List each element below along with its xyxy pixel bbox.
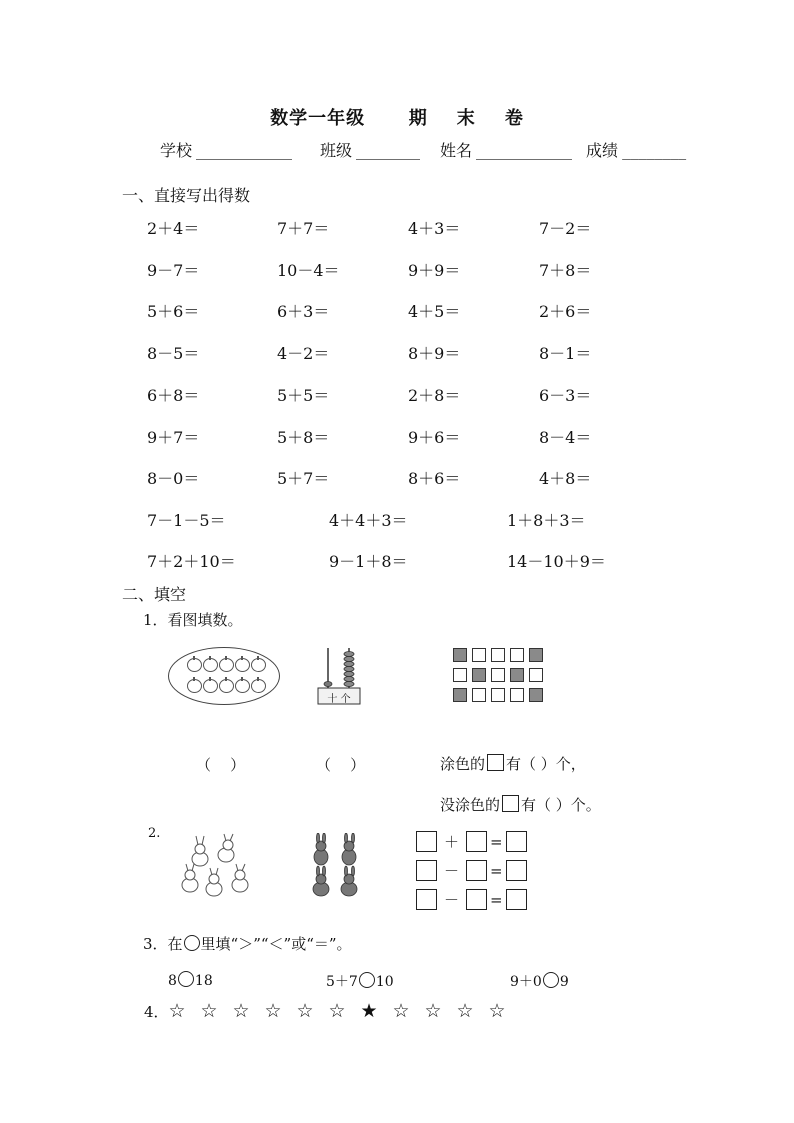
page-title: 数学一年级 期 末 卷 (270, 108, 524, 129)
question-1-label: 1．看图填数。 (143, 611, 243, 629)
problem-4-0[interactable]: 6＋8＝ (147, 385, 200, 405)
field-0[interactable]: 学校 (160, 141, 193, 160)
field-blank-2[interactable]: ____________ (476, 141, 573, 160)
question-4-stars (144, 1000, 521, 1022)
problem-1-2[interactable]: 9＋9＝ (408, 260, 461, 280)
shaded-square (453, 688, 467, 702)
problem-5-0[interactable]: 9＋7＝ (147, 427, 200, 447)
equation-row-0 (416, 831, 527, 852)
apple-icon (187, 658, 202, 672)
student-info-line (160, 138, 690, 161)
unshaded-count-line (440, 794, 601, 815)
answer-box[interactable] (506, 831, 527, 852)
problem-3-3[interactable]: 8－1＝ (539, 344, 592, 364)
star-icon: ☆ (200, 1000, 218, 1022)
problem3-1-0[interactable]: 7＋2＋10＝ (147, 552, 236, 571)
problem-1-0[interactable]: 9－7＝ (147, 260, 200, 280)
problem-3-1[interactable]: 4－2＝ (277, 344, 330, 364)
problem-0-0[interactable]: 2＋4＝ (147, 219, 200, 238)
equation-row-1 (416, 860, 527, 881)
apple-icon (203, 658, 218, 672)
problem-2-1[interactable]: 6＋3＝ (277, 302, 330, 322)
problem-1-1[interactable]: 10－4＝ (277, 260, 340, 280)
white-rabbits-image (178, 833, 260, 903)
field-blank-3[interactable]: ________ (622, 141, 687, 160)
apple-icon (219, 679, 234, 693)
star-icon: ☆ (456, 1000, 474, 1022)
answer-paren-apples[interactable]: （ ） (196, 756, 246, 774)
star-icon: ☆ (264, 1000, 282, 1022)
star-icon: ☆ (392, 1000, 410, 1022)
question-4-label: 4． (144, 1003, 169, 1021)
unshaded-square (472, 688, 486, 702)
abacus-bead (344, 672, 354, 677)
apple-icon (251, 658, 266, 672)
compare-left: 5＋7 (326, 974, 358, 990)
square-symbol (502, 795, 519, 812)
shaded-answer[interactable]: 有（ ）个， (506, 755, 586, 773)
equals-sign: = (490, 832, 503, 851)
problem-5-1[interactable]: 5＋8＝ (277, 427, 330, 447)
abacus-bead (344, 682, 354, 687)
q3-prefix: 3．在 (143, 935, 183, 953)
problem-0-2[interactable]: 4＋3＝ (408, 219, 461, 238)
problem-1-3[interactable]: 7＋8＝ (539, 260, 592, 280)
problem3-0-0[interactable]: 7－1－5＝ (147, 511, 226, 530)
filled-star-icon: ★ (360, 1000, 378, 1022)
comparison-2 (510, 971, 569, 991)
compare-left: 8 (168, 973, 177, 989)
unshaded-square (491, 688, 505, 702)
answer-box[interactable] (506, 889, 527, 910)
star-icon: ☆ (296, 1000, 314, 1022)
problem-4-2[interactable]: 2＋8＝ (408, 385, 461, 405)
unshaded-square (453, 668, 467, 682)
unshaded-label: 没涂色的 (440, 796, 501, 814)
shaded-square (453, 648, 467, 662)
section-2-title: 二、填空 (122, 585, 187, 604)
square-symbol (487, 754, 504, 771)
apple-icon (251, 679, 266, 693)
problem-0-1[interactable]: 7＋7＝ (277, 219, 330, 238)
answer-box[interactable] (466, 889, 487, 910)
problem-0-3[interactable]: 7－2＝ (539, 219, 592, 238)
problem-4-3[interactable]: 6－3＝ (539, 385, 592, 405)
problem-3-2[interactable]: 8＋9＝ (408, 344, 461, 364)
field-blank-0[interactable]: ____________ (196, 141, 293, 160)
problem-2-3[interactable]: 2＋6＝ (539, 302, 592, 322)
problem-6-1[interactable]: 5＋7＝ (277, 469, 330, 489)
square-grid (453, 648, 543, 702)
field-blank-1[interactable]: ________ (356, 141, 421, 160)
abacus-bead (344, 652, 354, 657)
compare-left: 9＋0 (510, 974, 542, 990)
operator-sign: － (444, 862, 460, 880)
abacus-bead (344, 657, 354, 662)
unshaded-square (510, 688, 524, 702)
problem-5-2[interactable]: 9＋6＝ (408, 427, 461, 447)
abacus-bead (344, 667, 354, 672)
star-icon: ☆ (168, 1000, 186, 1022)
star-icon: ☆ (488, 1000, 506, 1022)
apple-icon (219, 658, 234, 672)
compare-right: 10 (375, 974, 394, 990)
star-icon: ☆ (328, 1000, 346, 1022)
problem3-0-2[interactable]: 1＋8＋3＝ (507, 511, 586, 530)
unshaded-square (510, 648, 524, 662)
field-2[interactable]: 姓名 (440, 141, 473, 160)
answer-box[interactable] (466, 860, 487, 881)
field-3[interactable]: 成绩 (586, 141, 619, 160)
problem3-0-1[interactable]: 4＋4＋3＝ (329, 511, 408, 530)
abacus-label: 十 个 (327, 694, 351, 705)
unshaded-answer[interactable]: 有（ ）个。 (521, 796, 601, 814)
problem3-1-1[interactable]: 9－1＋8＝ (329, 552, 408, 571)
comparison-0 (168, 971, 213, 989)
apple-oval (168, 647, 280, 705)
comparison-1 (326, 971, 394, 991)
compare-right: 18 (194, 973, 213, 989)
q3-suffix: 里填“＞”“＜”或“＝”。 (200, 935, 352, 953)
problem-5-3[interactable]: 8－4＝ (539, 427, 592, 447)
answer-paren-abacus[interactable]: （ ） (316, 756, 366, 774)
equals-sign: = (490, 861, 503, 880)
apple-icon (235, 679, 250, 693)
problem-6-0[interactable]: 8－0＝ (147, 469, 200, 489)
problem3-1-2[interactable]: 14－10＋9＝ (507, 552, 606, 571)
star-icon: ☆ (232, 1000, 250, 1022)
grey-rabbits-image (305, 833, 365, 901)
problem-3-0[interactable]: 8－5＝ (147, 344, 200, 364)
abacus-bead (344, 662, 354, 667)
abacus-bead (344, 677, 354, 682)
unshaded-square (472, 648, 486, 662)
problem-6-2[interactable]: 8＋6＝ (408, 469, 461, 489)
compare-circle[interactable] (178, 971, 194, 987)
operator-sign: ＋ (444, 833, 460, 851)
section-1-title: 一、直接写出得数 (122, 186, 251, 205)
answer-box[interactable] (466, 831, 487, 852)
field-1[interactable]: 班级 (320, 141, 353, 160)
apple-icon (235, 658, 250, 672)
star-icon: ☆ (424, 1000, 442, 1022)
circle-symbol (184, 935, 200, 951)
shaded-square (472, 668, 486, 682)
compare-circle[interactable] (543, 972, 559, 988)
apple-icon (203, 679, 218, 693)
unshaded-square (529, 668, 543, 682)
shaded-square (529, 648, 543, 662)
compare-right: 9 (559, 974, 569, 990)
question-3-label (143, 933, 352, 954)
question-2-label: 2. (148, 826, 161, 841)
shaded-count-line (440, 753, 586, 774)
shaded-label: 涂色的 (440, 755, 486, 773)
shaded-square (510, 668, 524, 682)
equation-row-2 (416, 889, 527, 910)
problem-2-0[interactable]: 5＋6＝ (147, 302, 200, 322)
answer-box[interactable] (506, 860, 527, 881)
unshaded-square (491, 668, 505, 682)
answer-box[interactable] (416, 889, 437, 910)
shaded-square (529, 688, 543, 702)
problem-6-3[interactable]: 4＋8＝ (539, 469, 592, 489)
answer-box[interactable] (416, 831, 437, 852)
answer-box[interactable] (416, 860, 437, 881)
operator-sign: － (444, 891, 460, 909)
equals-sign: = (490, 890, 503, 909)
unshaded-square (491, 648, 505, 662)
compare-circle[interactable] (359, 972, 375, 988)
apple-icon (187, 679, 202, 693)
problem-4-1[interactable]: 5＋5＝ (277, 385, 330, 405)
problem-2-2[interactable]: 4＋5＝ (408, 302, 461, 322)
